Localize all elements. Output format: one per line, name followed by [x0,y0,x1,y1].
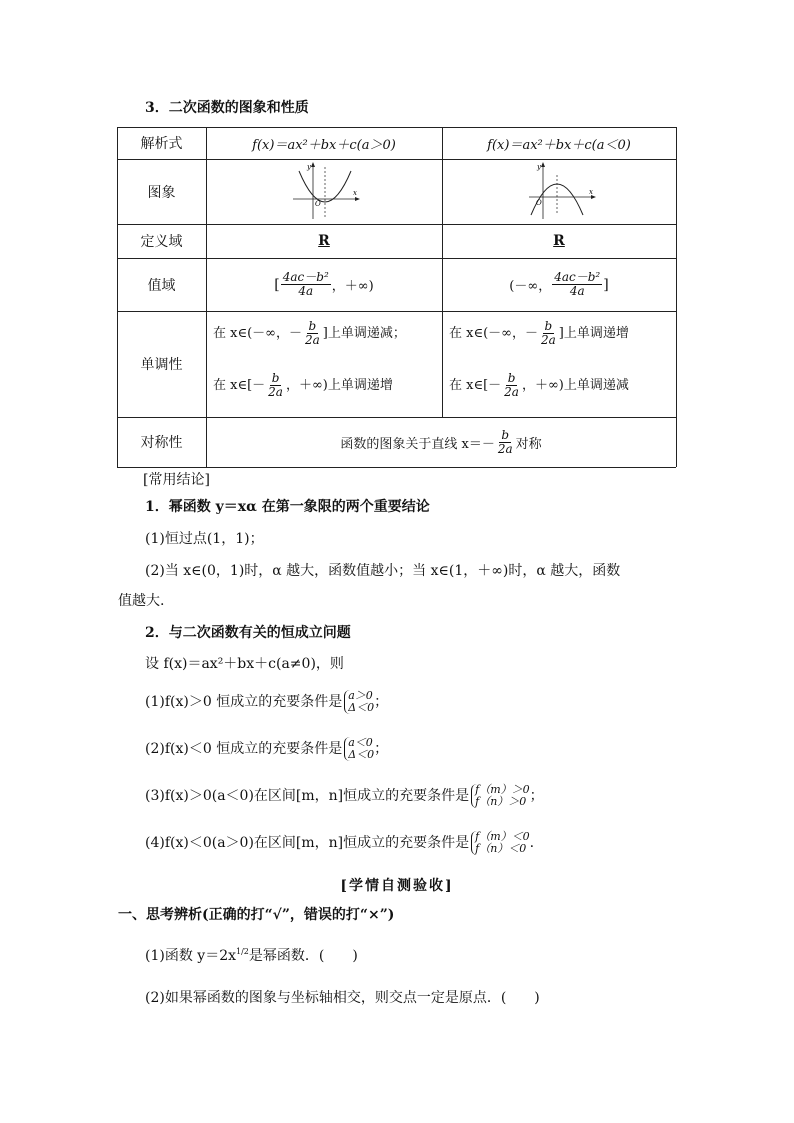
conclusion-2-item-4: (4)f(x)＜0(a＞0)在区间[m，n]恒成立的充要条件是 f（m）＜0 f（n）＜0 . [145,830,535,855]
graph-downward-parabola [527,161,597,221]
conclusion-1-title: 1．幂函数 y＝xα 在第一象限的两个重要结论 [145,499,430,515]
part-1-title: 一、思考辨析(正确的打“√”，错误的打“×”) [118,907,395,923]
graph-axis-y-label: y [307,163,311,171]
range-a-positive: [ $\frac{\text{4ac－b²}}{4a}$ ，＋∞) [274,270,374,298]
graph-axis-x-label: x [589,188,593,196]
conclusion-2-title: 2．与二次函数有关的恒成立问题 [145,625,351,641]
graph-upward-parabola [291,161,361,221]
common-conclusions-title: [常用结论] [143,472,210,488]
row-label-domain: 定义域 [140,234,183,250]
conclusion-2-intro: 设 f(x)＝ax²＋bx＋c(a≠0)，则 [145,656,344,672]
monotonicity-a-positive-1: 在 x∈(－∞，－ $\frac{b}{2a}$ ]上单调递减； [213,319,406,347]
header-a-positive: f(x)＝ax²＋bx＋c(a＞0) [252,137,396,153]
section-title: 3．二次函数的图象和性质 [145,100,309,116]
row-label-symmetry: 对称性 [140,435,183,451]
conclusion-1-item-2-line-2: 值越大. [118,593,165,609]
symmetry-cell: 函数的图象关于直线 x＝－ $\frac{b}{2a}$ 对称 [340,427,542,456]
header-analytic: 解析式 [140,136,183,152]
conclusion-2-item-1: (1)f(x)＞0 恒成立的充要条件是 a＞0 Δ＜0 ； [145,689,389,714]
header-a-negative: f(x)＝ax²＋bx＋c(a＜0) [487,137,631,153]
graph-axis-y-label: y [537,163,541,171]
graph-axis-x-label: x [353,189,357,197]
monotonicity-a-negative-2: 在 x∈[－ $\frac{b}{2a}$ ，＋∞)上单调递减 [449,371,629,399]
conclusion-1-item-2-line-1: (2)当 x∈(0，1)时，α 越大，函数值越小；当 x∈(1，＋∞)时，α 越大，函数 [145,563,621,579]
row-label-range: 值域 [147,277,176,294]
domain-a-negative: R [553,233,565,249]
conclusion-2-item-2: (2)f(x)＜0 恒成立的充要条件是 a＜0 Δ＜0 ； [145,736,389,761]
conclusion-1-item-1: (1)恒过点(1，1)； [145,531,264,547]
domain-a-positive: R [318,233,330,249]
row-label-monotonicity: 单调性 [140,357,183,373]
question-2: (2)如果幂函数的图象与坐标轴相交，则交点一定是原点．( ) [145,990,540,1006]
monotonicity-a-negative-1: 在 x∈(－∞，－ $\frac{b}{2a}$ ]上单调递增 [449,319,629,347]
question-1-exponent: 1/2 [236,947,249,956]
graph-origin-label: O [536,199,542,207]
row-label-graph: 图象 [147,184,176,201]
question-1: (1)函数 y＝2x 1/2 是幂函数．( ) [145,947,358,964]
conclusion-2-item-3: (3)f(x)＞0(a＜0)在区间[m，n]恒成立的充要条件是 f（m）＞0 f（n）＞0 ； [145,783,544,808]
self-test-tag: [学情自测验收] [340,878,454,894]
range-a-negative: (－∞， $\frac{\text{4ac－b²}}{4a}$ ] [509,270,609,298]
monotonicity-a-positive-2: 在 x∈[－ $\frac{b}{2a}$ ，＋∞)上单调递增 [213,371,393,399]
graph-origin-label: O [315,200,321,208]
